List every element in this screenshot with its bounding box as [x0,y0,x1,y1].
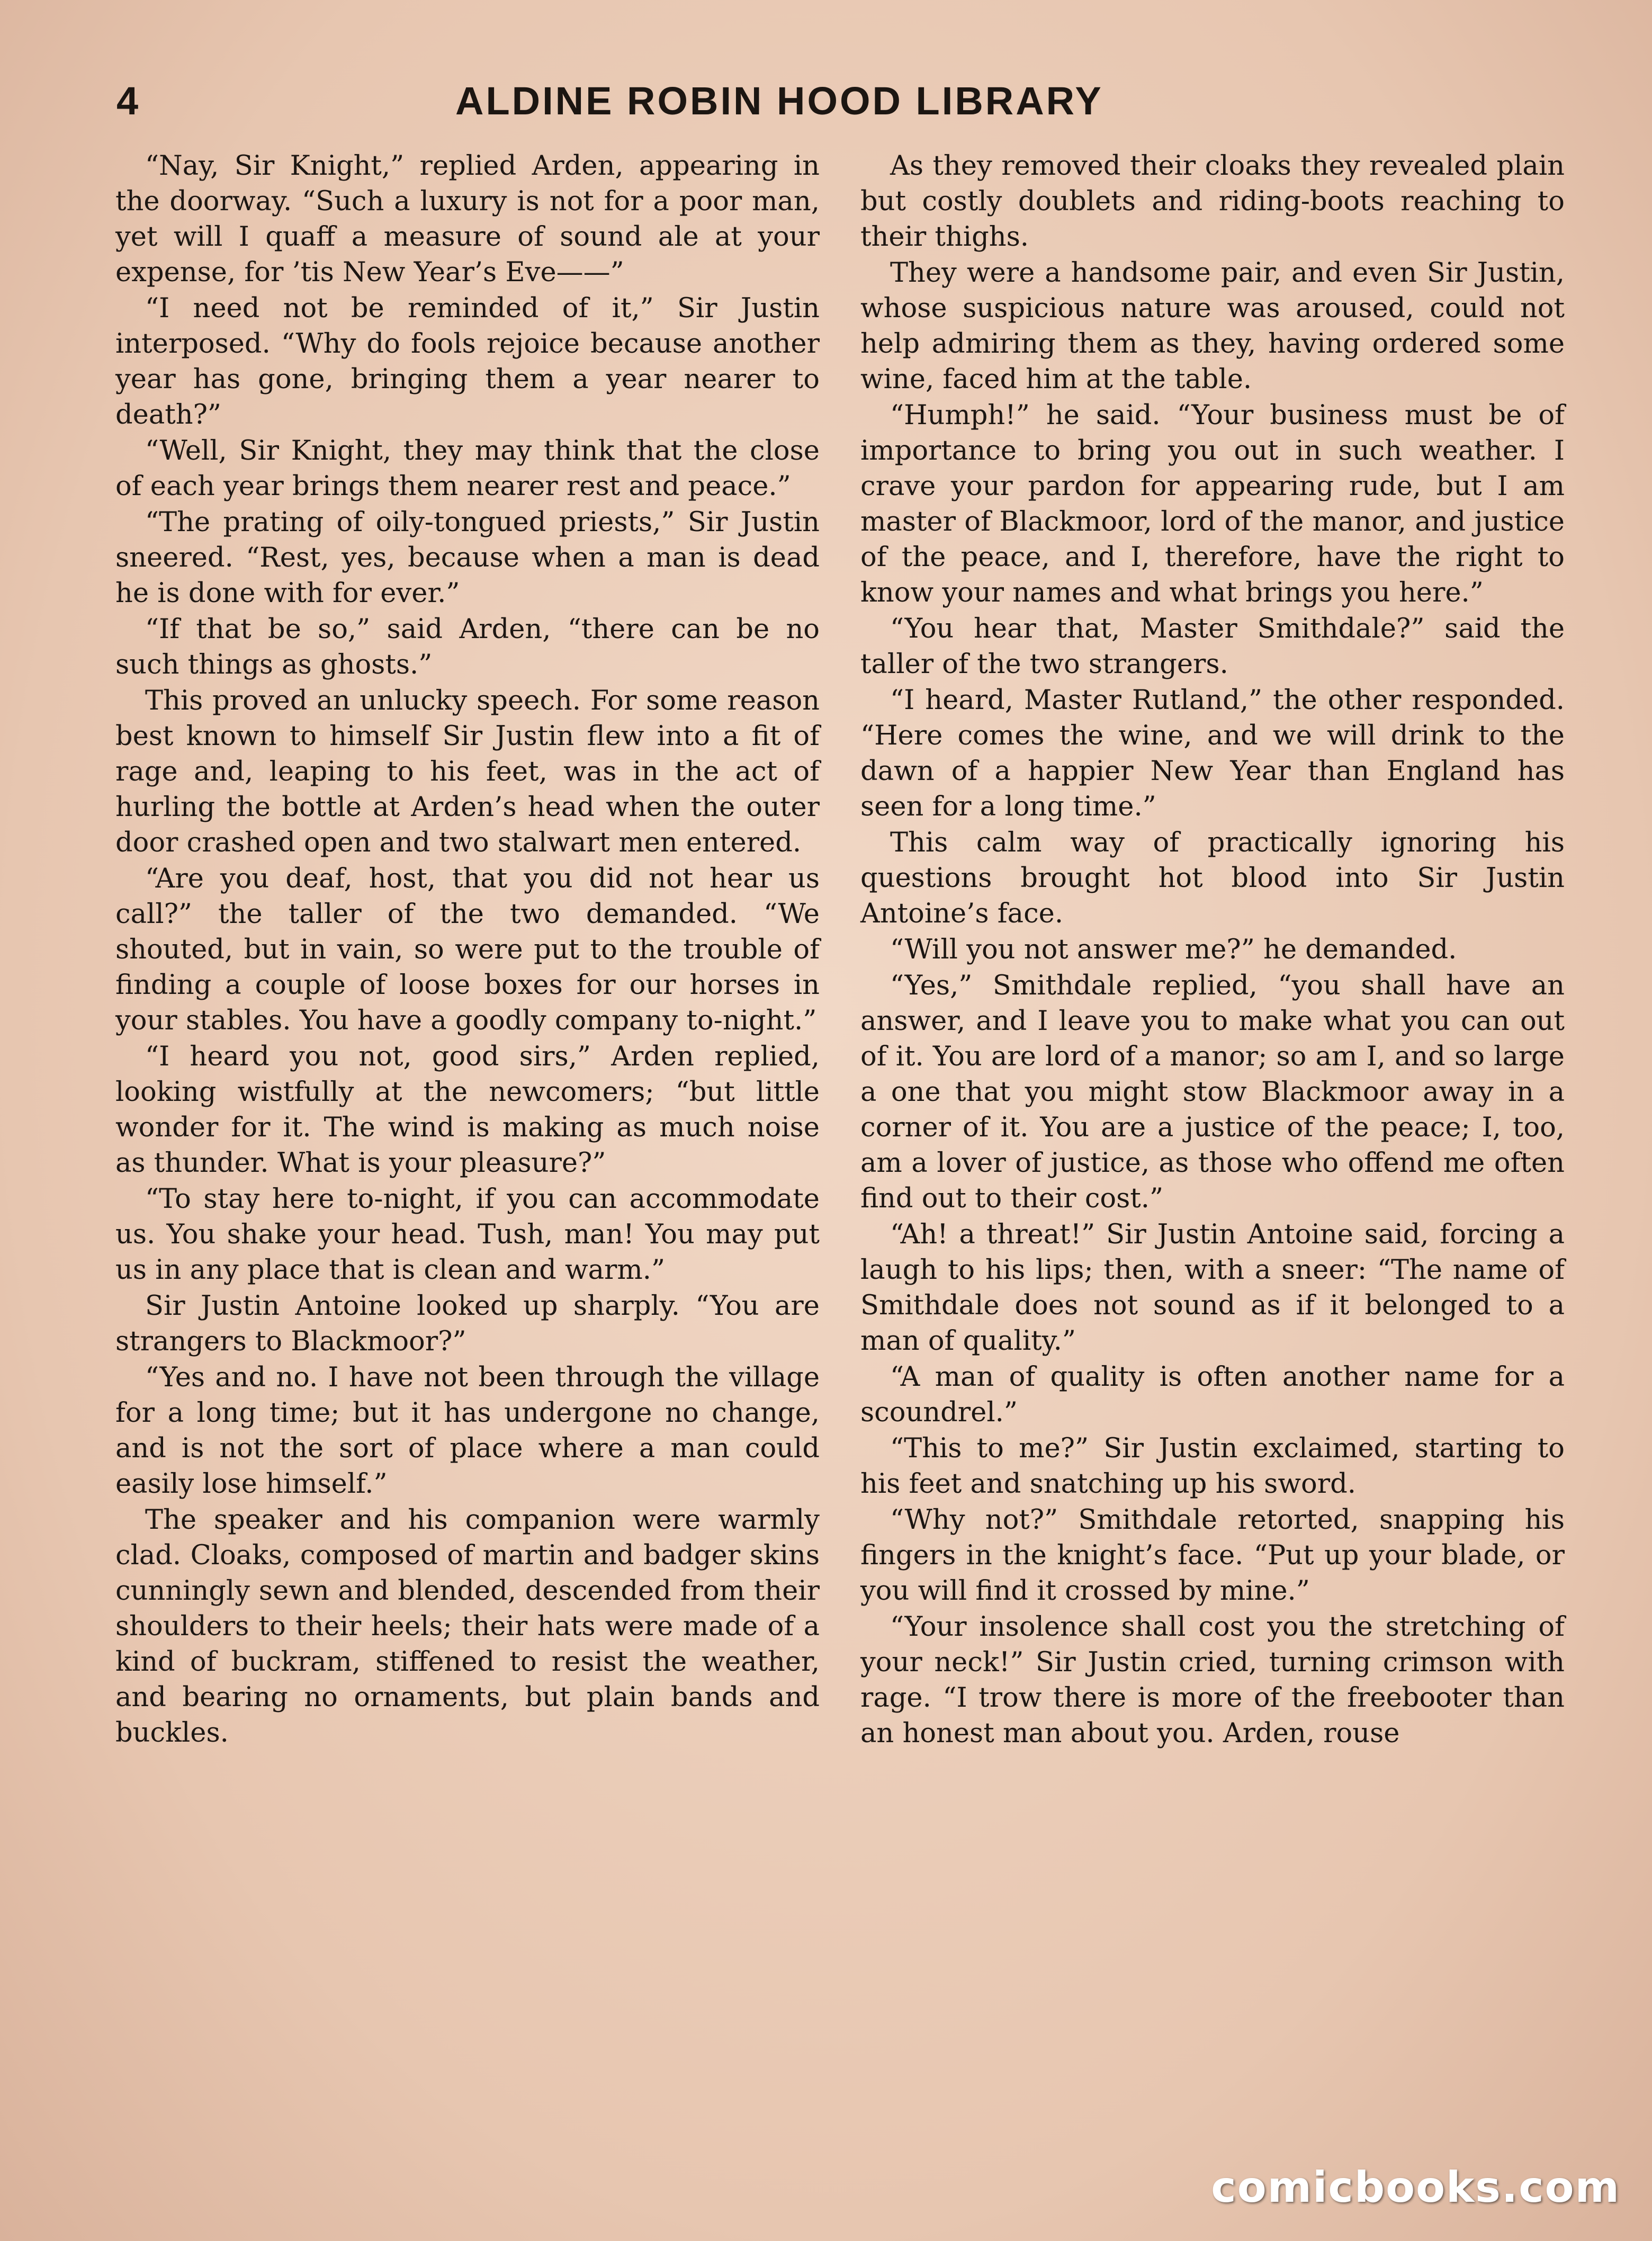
paragraph: “If that be so,” said Arden, “there can be no such things as ghosts.” [115,614,820,680]
paragraph: Sir Justin Antoine looked up sharply. “You are strangers to Blackmoor?” [115,1290,820,1357]
page-header [116,78,1546,137]
paragraph: “Humph!” he said. “Your business must be of importance to bring you out in such weather. I crave your pardon for appearing rude, but I am master of Blackmoor, lord of the manor, and justice of the peace, and I, therefore, have the right to know your names and what brings you here.” [860,400,1565,608]
paragraph: This proved an unlucky speech. For some reason best known to himself Sir Justin flew into a fit of rage and, leaping to his feet, was in the act of hurling the bottle at Arden’s head when the outer door crashed open and two stalwart men entered. [115,685,820,858]
left-text-column [115,148,820,1751]
paragraph: “The prating of oily-tongued priests,” Sir Justin sneered. “Rest, yes, because when a man is dead he is done with for ever.” [115,507,820,609]
paragraph: “Why not?” Smithdale retorted, snapping his fingers in the knight’s face. “Put up your blade, or you will find it crossed by mine.” [860,1504,1565,1607]
paragraph: The speaker and his companion were warmly clad. Cloaks, composed of martin and badger skins cunningly sewn and blended, descended from their shoulders to their heels; their hats were made of a kind of buckram, stiffened to resist the weather, and bearing no ornaments, but plain bands and buckles. [115,1504,820,1749]
paragraph: “This to me?” Sir Justin exclaimed, starting to his feet and snatching up his sword. [860,1433,1565,1500]
watermark-logo: comicbooks.com [1211,2163,1620,2212]
paragraph: “I need not be reminded of it,” Sir Justin interposed. “Why do fools rejoice because another year has gone, bringing them a year nearer to death?” [115,293,820,431]
paragraph: “Will you not answer me?” he demanded. [890,934,1457,965]
running-title: ALDINE ROBIN HOOD LIBRARY [455,79,1103,123]
paragraph: “Are you deaf, host, that you did not hear us call?” the taller of the two demanded. “We shouted, but in vain, so were put to the trouble of finding a couple of loose boxes for our horses in your stables. You have a goodly company to-night.” [115,863,820,1036]
paragraph: This calm way of practically ignoring his questions brought hot blood into Sir Justin Antoine’s face. [860,827,1565,929]
paragraph: They were a handsome pair, and even Sir Justin, whose suspicious nature was aroused, could not help admiring them as they, having ordered some wine, faced him at the table. [860,257,1565,395]
paragraph: “Yes and no. I have not been through the village for a long time; but it has undergone no change, and is not the sort of place where a man could easily lose himself.” [115,1362,820,1500]
paragraph: “Your insolence shall cost you the stretching of your neck!” Sir Justin cried, turning crimson with rage. “I trow there is more of the freebooter than an honest man about you. Arden, rouse [860,1611,1565,1749]
paragraph: “I heard, Master Rutland,” the other responded. “Here comes the wine, and we will drink to the dawn of a happier New Year than England has seen for a long time.” [860,685,1565,822]
page-number: 4 [116,79,139,123]
paragraph: “You hear that, Master Smithdale?” said the taller of the two strangers. [860,613,1565,680]
paragraph: “I heard you not, good sirs,” Arden replied, looking wistfully at the newcomers; “but little wonder for it. The wind is making as much noise as thunder. What is your pleasure?” [115,1041,820,1179]
paragraph: “Well, Sir Knight, they may think that the close of each year brings them nearer rest and peace.” [115,435,820,502]
paragraph: “Nay, Sir Knight,” replied Arden, appearing in the doorway. “Such a luxury is not for a poor man, yet will I quaff a measure of sound ale at your expense, for ’tis New Year’s Eve——” [115,150,820,288]
paragraph: “Yes,” Smithdale replied, “you shall have an answer, and I leave you to make what you can out of it. You are lord of a manor; so am I, and so large a one that you might stow Blackmoor away in a corner of it. You are a justice of the peace; I, too, am a lover of justice, as those who offend me often find out to their cost.” [860,970,1565,1214]
paragraph: “Ah! a threat!” Sir Justin Antoine said, forcing a laugh to his lips; then, with a sneer: “The name of Smithdale does not sound as if it belonged to a man of quality.” [860,1219,1565,1357]
right-text-column [860,148,1565,1752]
paragraph: “A man of quality is often another name for a scoundrel.” [860,1361,1565,1428]
paragraph: “To stay here to-night, if you can accommodate us. You shake your head. Tush, man! You may put us in any place that is clean and warm.” [115,1184,820,1286]
paragraph: As they removed their cloaks they revealed plain but costly doublets and riding-boots reaching to their thighs. [860,150,1565,253]
